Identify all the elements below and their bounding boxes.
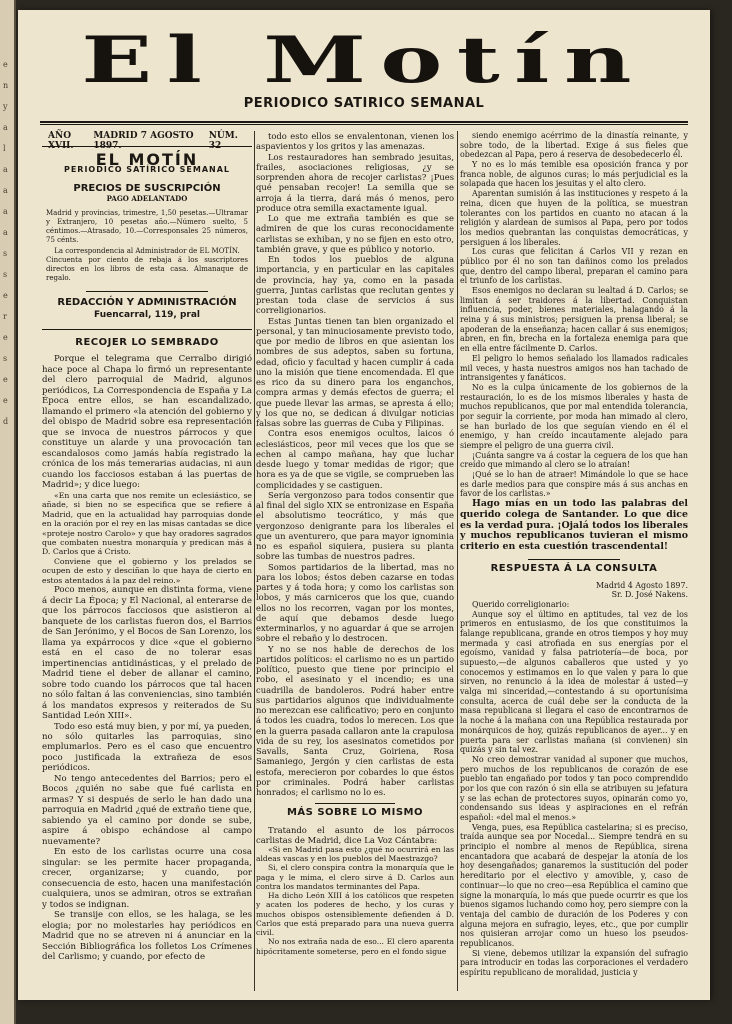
edge-letter: e [3, 396, 8, 405]
letter-paragraph: Si viene, debemos utilizar la expansión del sufragio para introducir en todas las corporaciones el verdadero espíritu republicano de moralidad, justicia y [460, 948, 688, 978]
quote-paragraph: No es la culpa únicamente de los gobiernos de la restauración, lo es de los mismos liberales y hasta de muchos republicanos, que por mal entendida tolerancia, por seguir la corriente, por moda han mimado al clero, se han burlado de los que seguían viendo en él el enemigo, y han creído incautamente alejado para siempre el peligro de una guerra civil. [460, 382, 688, 450]
office-address: Fuencarral, 119, pral [94, 310, 200, 321]
issue-year: AÑO XVII. [48, 131, 74, 151]
letter-salutation: Querido correligionario: [472, 599, 570, 609]
letter-paragraph: Aunque soy el último en aptitudes, tal vez de los primeros en entusiasmo, de los que constituimos la falange republicana, grande en otros tiempos y hoy muy mermada y casi atrofiada en sus energías por el egoísmo, vanidad y falsa patriotería—de boca, por supuesto,—de algunos caballeros que usted y yo conocemos y estimamos en lo que valen y para lo que sirven, no renuncio á la idea de molestar á usted—y valga mi sinceridad,—contestando á su oportunísima consulta, acerca de cuál debe ser la conducta de la masa republicana si llegara el caso de encontrarnos de la noche á la mañana con una República restaurada por monárquicos de hoy, quizás republicanos de ayer... y en puerta para ser carlistas mañana (si convienen) sin quizás y sin tal vez. [460, 609, 688, 755]
quote-paragraph: «Si en Madrid pasa esto ¿qué no ocurrirá en las aldeas vascas y en los pueblos del Maestrazgo? [256, 845, 454, 864]
article-paragraph: Estas Juntas tienen tan bien organizado el personal, y tan minuciosamente previsto todo, que por medio de libros en que asientan los nombres de sus adeptos, saben su fortuna, edad, oficio y facultad y hacen cumplir á cada uno la misión que tiene encomendada. El que es rico da su dinero para los enganchos, compra armas y demás efectos de guerra; el que puede llevar las armas, se apresta á ello; y los que no, se dedican á divulgar noticias falsas sobre las guerras de Cuba y Filipinas. [256, 315, 454, 428]
letter-addressee: Sr. D. José Nakens. [611, 590, 688, 600]
edge-letter: d [3, 417, 9, 426]
masthead-rule [40, 121, 688, 123]
article-paragraph: Porque el telegrama que Cerralbo dirigió hace poce al Chapa lo firmó un representante del clero parroquial de Madrid, algunos periódicos, La Correspondencia de España y La Época entre ellos, se han escandalizado, llamando el primero «la atención del gobierno y del obispo de Madrid sobre esa representación que se invoca de nuestros párrocos y que constituye un alarde y una provocación tan escandalosos como jamás había registrado la crónica de los más temerarias audacias, ni aun cuando los facciosos estaban á las puertas de Madrid»; y dice luego: [42, 354, 252, 491]
edge-letter: a [3, 123, 8, 132]
edge-letter: a [3, 228, 8, 237]
quote-paragraph: «En una carta que nos remite un eclesiástico, se añade, si bien no se especifica que se refiere á Madrid, que en la actualidad hay parroquias donde en la oración por el rey en las misas cantadas se dice «proteje nostro Carolo» y que hay oradores sagrados que combaten nuestra monarquía y predican más á D. Carlos que á Cristo. [42, 490, 252, 557]
edge-letter: e [3, 333, 8, 342]
subscription-box [42, 146, 252, 330]
column-divider [254, 131, 255, 991]
issue-date: MADRID 7 AGOSTO 1897. [93, 131, 194, 151]
box-divider [86, 291, 207, 292]
article-paragraph: Lo que me extraña también es que se admiren de que los curas reconocidamente carlistas se exhiban, y no se fijen en esto otro, también grave, y que es público y notorio. [256, 213, 454, 254]
quote-paragraph: Aparentan sumisión á las instituciones y respeto á la reina, dicen que huyen de la política, se muestran tolerantes con los partidos en cuanto no atacan á la religión y alardean de sumisos al Papa, pero por todos los medios quebrantan las conquistas democráticas, y persiguen á los liberales. [460, 189, 688, 247]
masthead [18, 23, 710, 111]
edge-letter: l [3, 144, 6, 153]
article-paragraph: Tratando el asunto de los párrocos carlistas de Madrid, dice La Voz Cántabra: [256, 824, 454, 845]
article-paragraph: Todo eso está muy bien, y por mí, ya pueden, no sólo quitarles las parroquias, sino emplumarlos. Pero es el caso que encuentro poco justificada la extrañeza de esos periódicos. [42, 721, 252, 774]
quote-paragraph: El peligro lo hemos señalado los llamados radicales mil veces, y hasta nuestros amigos nos han tachado de intransigentes y fanáticos. [460, 353, 688, 383]
column-1 [42, 146, 252, 963]
column-divider [457, 131, 458, 991]
article-paragraph: Los restauradores han sembrado jesuitas, frailes, asociaciones religiosas, ¿y se sorprenden ahora de recojer carlistas? ¡Pues qué pensaban recojer! La semilla que se arroja á la tierra, dará más ó menos, pero produce otra semilla exactamente igual. [256, 151, 454, 213]
letter-place-date: Madrid 4 Agosto 1897. [596, 580, 688, 590]
letter-paragraph: No creo demostrar vanidad al suponer que muchos, pero muchos de los republicanos de corazón de ese pueblo tan engañado por todos y tan poco comprendido por los que con razón ó sin ella se atribuyen su jefatura y se las echan de protectores suyos, opinarán como yo, condensando sus ideas y aspiraciones en el refrán español: «del mal el menos.» [460, 754, 688, 823]
section-rule [315, 803, 394, 804]
edge-letter: e [3, 60, 8, 69]
masthead-rule-thin [40, 124, 688, 125]
newspaper-title: El Motín [81, 23, 647, 98]
quote-paragraph: ¡Qué se lo han de atraer! Mimándole lo que se hace es darle medios para que conspire más á sus anchas en favor de los carlistas.» [460, 470, 688, 499]
article-paragraph: No tengo antecedentes del Barrios; pero el Bocos ¿quién no sabe que fué carlista en armas? Y si después de serlo le han dado una parroquia en Madrid ¿qué de extraño tiene que, sabiendo ya el camino por donde se sube, aspire á obispo echándose al campo nuevamente? [42, 773, 252, 847]
edge-letter: n [3, 81, 9, 90]
edge-letter: y [3, 102, 8, 111]
quote-paragraph: Si, el clero conspira contra la monarquía que le paga y le mima, el clero sirve á D. Carlos aun contra los mandatos terminantes del Papa. [256, 863, 454, 891]
edge-letter: s [3, 249, 8, 258]
newspaper-page [18, 10, 710, 1000]
quote-paragraph: ¡Cuánta sangre va á costar la ceguera de los que han creído que mimando al clero se lo atraían! [460, 450, 688, 470]
article-paragraph: En esto de los carlistas ocurre una cosa singular: se les permite hacer propaganda, crecer, organizarse; y cuando, por consecuencia de esto, hacen una manifestación cualquiera, unos se admiran, otros se extrañan y todos se indignan. [42, 847, 252, 910]
subscription-heading: PRECIOS DE SUSCRIPCIÓN [73, 182, 221, 194]
correspondence-note: La correspondencia al Administrador de EL MOTÍN. [54, 246, 240, 255]
article-title: RECOJER LO SEMBRADO [75, 336, 219, 348]
article-paragraph: Somos partidarios de la libertad, mas no para los lobos; éstos deben cazarse en todas partes y á toda hora; y como los carlistas son lobos, y más carniceros que los que, cuando ellos no los recorren, vagan por los montes, de aquí que debamos desde luego exterminarlos, y no aguardar á que se arrojen sobre el rebaño y lo destrocen. [256, 561, 454, 644]
section-rule [528, 559, 619, 560]
box-subtitle: PERIODICO SATÍRICO SEMANAL [63, 165, 231, 175]
payment-terms: PAGO ADELANTADO [106, 194, 188, 204]
article-paragraph: En todos los pueblos de alguna importancia, y en particular en las capitales de provincia, hay ya, como en la pasada guerra, Juntas carlistas que reclutan gentes y prestan toda clase de servicios á sus correligionarios. [256, 254, 454, 316]
box-title: EL MOTÍN [95, 150, 199, 169]
edge-letter: a [3, 165, 8, 174]
article-title: MÁS SOBRE LO MISMO [286, 807, 424, 819]
issue-number: NÚM. 32 [208, 131, 238, 151]
column-3 [460, 131, 688, 978]
quote-paragraph: Conviene que el gobierno y los prelados se ocupen de esto y desciñan lo que haya de cierto en estos atentados á la paz del reino.» [42, 556, 252, 585]
article-paragraph: todo esto ellos se envalentonan, vienen los aspavientos y los gritos y las amenazas. [256, 131, 454, 152]
article-paragraph: Hago mías en un todo las palabras del querido colega de Santander. Lo que dice es la verdad pura. ¡Ojalá todos los liberales y muchos republicanos tuvieran el mismo criterio en esta cuestión trascendental! [460, 498, 688, 553]
edge-letter: a [3, 207, 8, 216]
previous-page-edge [0, 0, 16, 1024]
article-title: RESPUESTA Á LA CONSULTA [490, 562, 658, 574]
edge-letter: e [3, 291, 8, 300]
quote-paragraph: Esos enemigos no declaran su lealtad á D. Carlos; se limitan á ser traidores á la libertad. Conquistan influencia, poder, bienes materiales, halagando á la reina y á sus ministros; persiguen la prensa liberal; se apoderan de la enseñanza; hacen callar á sus enemigos; abren, en fin, brecha en la fortaleza enemiga para que en ella entre fácilmente D. Carlos. [460, 286, 688, 354]
quote-paragraph: No nos extraña nada de eso... El clero aparenta hipócritamente someterse, pero en el fondo sigue [256, 937, 454, 956]
article-paragraph: Poco menos, aunque en distinta forma, viene á decir La Época; y El Nacional, al enterarse de que los párrocos facciosos que asistieron al banquete de los carlistas fueron dos, el Barrios de San Jerónimo, y el Bocos de San Lorenzo, los llama ya expárrocos y dice «que el gobierno está en el caso de no tolerar esas impertinencias antidinásticas, y el prelado de Madrid tiene el deber de allanar el camino, sobre todo cuando los párrocos que tal hacen no sólo faltan á las conveniencias, sino también á los mandatos expresos y reiterados de Su Santidad León XIII». [42, 585, 252, 722]
newspaper-subtitle: PERIODICO SATIRICO SEMANAL [243, 96, 485, 111]
letter-paragraph: Venga, pues, esa República castelarina; si es preciso, traída aunque sea por Nocedal... Siempre tendrá en su principio el nombre al menos de República, sirena encantadora que acabará de despejar la atonía de los hoy desengañados; ganaremos la sustitución del poder hereditario por el electivo y amovible, y, caso de continuar—lo que no creo—esa República el camino que signe la monarquía, lo más que puede ocurrir es que los buenos sigamos luchando como hoy, pero siempre con la ventaja del cambio de duración de los Poderes y con alguna mejora en sufragio, leyes, etc., que por cumplir nos quisieran arrojar como un hueso los pseudos-republicanos. [460, 822, 688, 948]
quote-paragraph: Ha dicho León XIII á los católicos que respeten y acaten los poderes de hecho, y los curas y muchos obispos ostensiblemente defienden á D. Carlos que está preparado para una nueva guerra civil. [256, 891, 454, 938]
edge-letter: r [3, 312, 7, 321]
quote-paragraph: Los curas que felicitan á Carlos VII y rezan en público por él no son tan dañinos como los prelados que, dentro del campo liberal, preparan el camino para el triunfo de los carlistas. [460, 247, 688, 286]
office-heading: REDACCIÓN Y ADMINISTRACIÓN [57, 296, 237, 308]
discount-note: Cincuenta por ciento de rebaja á los suscriptores directos en los libros de esta casa. Almanaque de regalo. [46, 255, 248, 282]
edge-letter: s [3, 354, 8, 363]
article-paragraph: Sería vergonzoso para todos consentir que al final del siglo XIX se entronizase en España el absolutismo teocrático, y más que vergonzoso denigrante para los liberales el que un aventurero, que para mayor ignominia no es español siquiera, pusiera su planta sobre las tumbas de nuestros padres. [256, 489, 454, 562]
article-paragraph: Se transije con ellos, se les halaga, se les elogia; por no molestarles hay periódicos en Madrid que no se atreven ni á anunciar en la Sección Bibliográfica los folletos Los Crímenes del Carlismo; y cuando, por efecto de [42, 910, 252, 963]
subscription-prices: Madrid y provincias, trimestre, 1,50 pesetas.—Ultramar y Extranjero, 10 pesetas año.—Número suelto, 5 céntimos.—Atrasado, 10.—Corresponsales 25 números, 75 cénts. [46, 208, 248, 244]
quote-paragraph: Y no es lo más temible esa oposición franca y por franca noble, de algunos curas; lo más perjudicial es la solapada que hacen los jesuitas y el alto clero. [460, 160, 688, 189]
article-paragraph: Y no se nos hable de derechos de los partidos políticos: el carlismo no es un partido político, puesto que tiene por principio el robo, el asesinato y el incendio; es una cuadrilla de bandoleros. Podrá haber entre sus partidarios algunos que individualmente no merezcan ese calificativo; pero en conjunto á todos les cuadra, todos lo merecen. Los que en la guerra pasada callaron ante la crapulosa vida de su rey, los asesinatos cometidos por Savalls, Santa Cruz, Goiriena, Rosa Samaniego, Jergón y cien carlistas de esta estofa, merecieron por cobardes lo que éstos por criminales. Podrá haber carlistas honrados; el carlismo no lo es. [256, 643, 454, 797]
edge-letter: e [3, 375, 8, 384]
edge-letter: a [3, 186, 8, 195]
article-paragraph: Contra esos enemigos ocultos, laicos ó eclesiásticos, peor mil veces que los que se echen al campo mañana, hay que luchar desde luego y tomar medidas de rigor; que hora es ya de que se vigile, se comprueben las complicidades y se castiguen. [256, 428, 454, 490]
column-2 [256, 131, 454, 956]
quote-paragraph: siendo enemigo acérrimo de la dinastía reinante, y sobre todo, de la libertad. Exige á sus fieles que obedezcan al Papa, pero á reserva de desobedecerlo él. [460, 131, 688, 160]
edge-letter: s [3, 270, 8, 279]
